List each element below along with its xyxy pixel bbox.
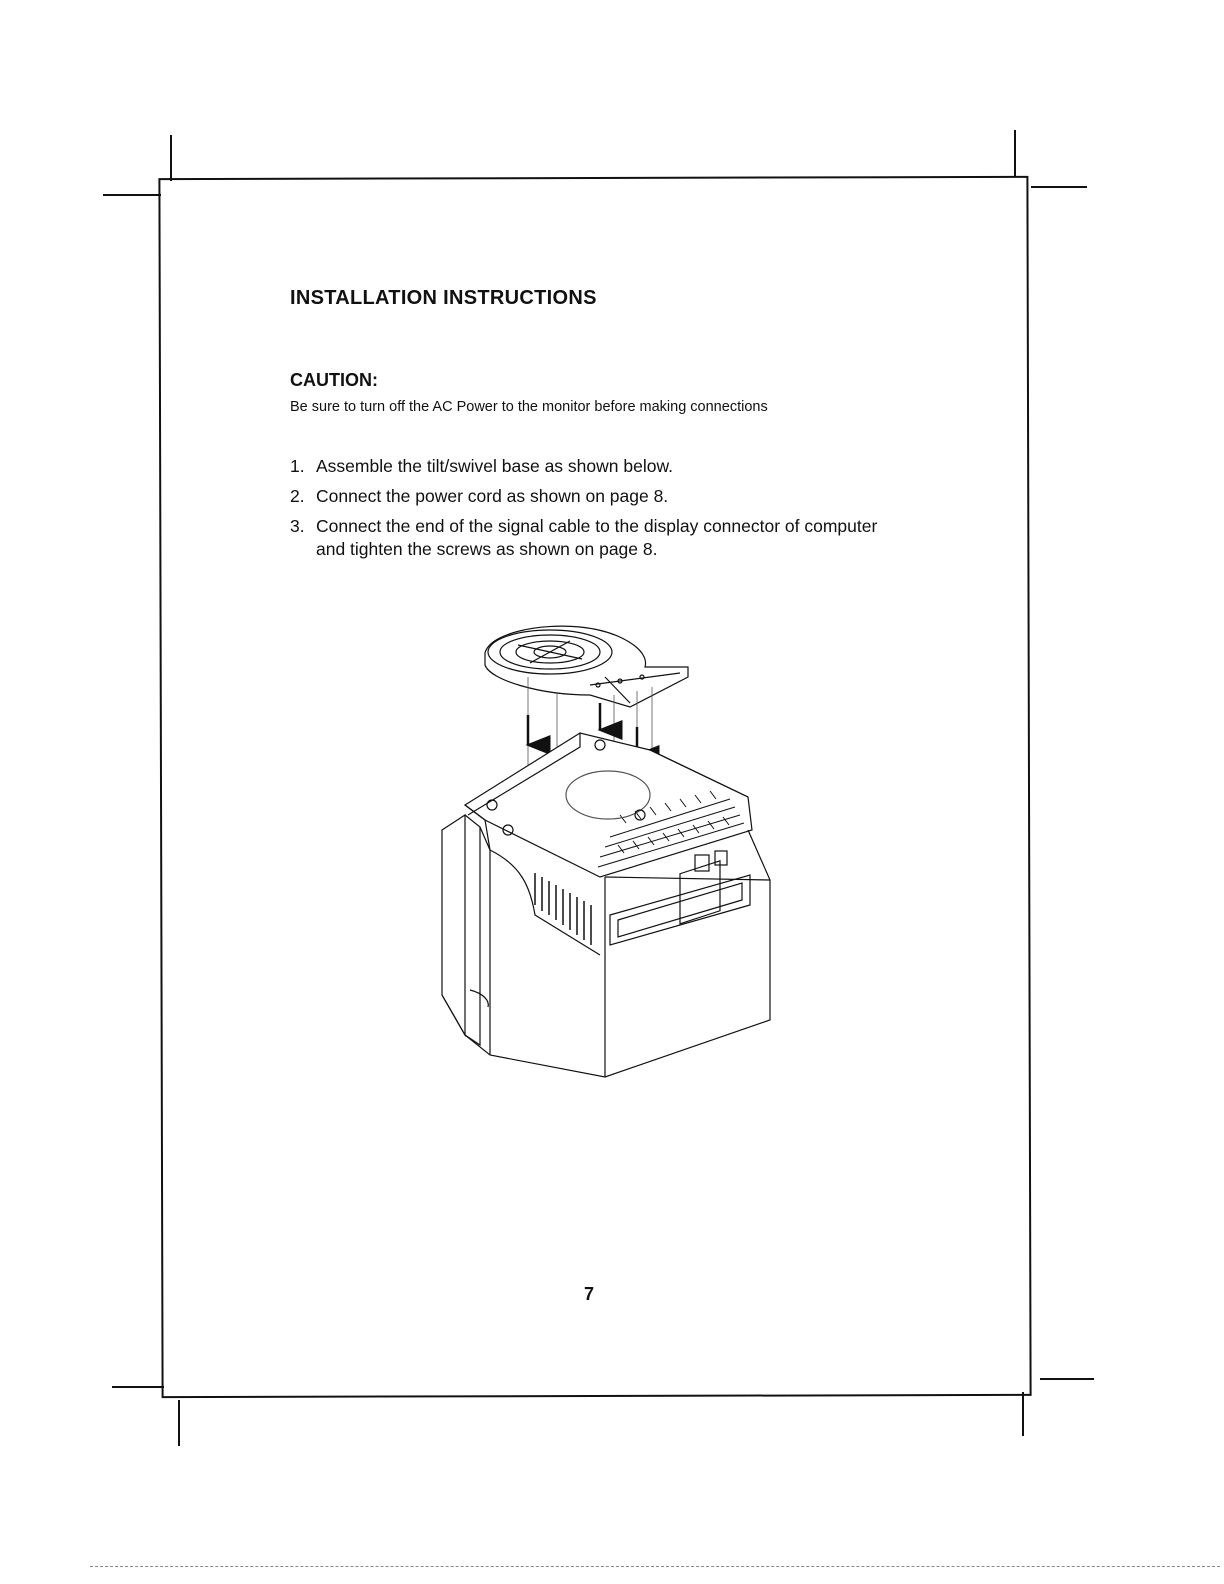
crop-mark-bottom-left-horizontal xyxy=(112,1386,164,1388)
scan-artifact-line xyxy=(90,1566,1220,1568)
instruction-steps xyxy=(290,455,890,568)
crop-mark-bottom-right-horizontal xyxy=(1040,1378,1094,1380)
crop-mark-top-right-vertical xyxy=(1014,130,1016,176)
page-title: INSTALLATION INSTRUCTIONS xyxy=(290,287,597,309)
page-number: 7 xyxy=(584,1284,595,1304)
crop-mark-top-left-horizontal xyxy=(103,194,161,196)
step-number: 3. xyxy=(290,516,305,536)
crop-mark-bottom-right-vertical xyxy=(1022,1392,1024,1436)
monitor-body xyxy=(442,733,770,1077)
crop-mark-top-left-vertical xyxy=(170,135,172,181)
monitor-base-assembly-illustration xyxy=(430,615,780,1085)
step-number: 1. xyxy=(290,456,305,476)
step-item xyxy=(290,485,890,508)
swivel-base-plate xyxy=(485,626,688,707)
crop-mark-top-right-horizontal xyxy=(1031,186,1087,188)
step-text: Assemble the tilt/swivel base as shown below. xyxy=(316,456,673,476)
step-text: Connect the power cord as shown on page 8. xyxy=(316,486,669,506)
step-number: 2. xyxy=(290,486,305,506)
step-item xyxy=(290,515,890,561)
crop-mark-bottom-left-vertical xyxy=(178,1400,180,1446)
caution-heading: CAUTION: xyxy=(290,370,378,390)
step-item xyxy=(290,455,890,478)
caution-text: Be sure to turn off the AC Power to the monitor before making connections xyxy=(290,399,768,415)
step-text: Connect the end of the signal cable to the display connector of computer and tighten the screws as shown on page 8. xyxy=(316,516,878,559)
